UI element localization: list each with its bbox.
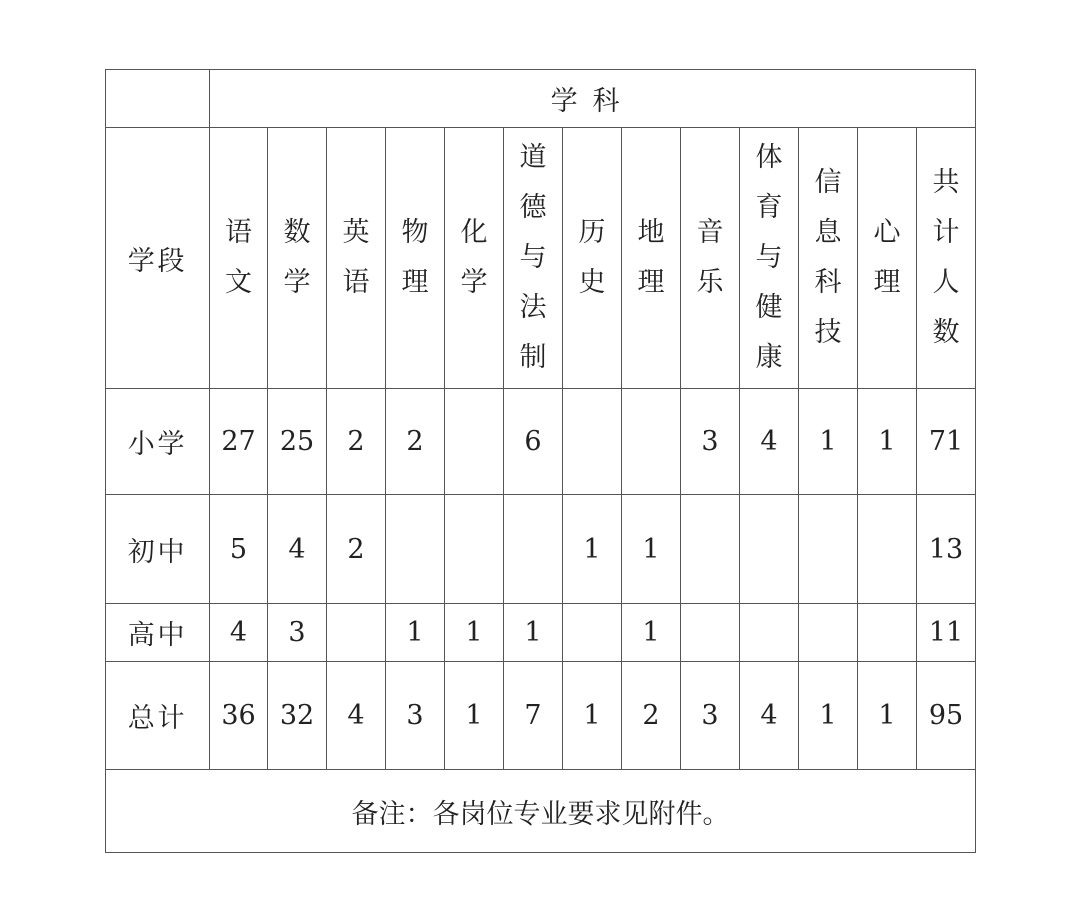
count-cell [563, 604, 622, 662]
subject-label: 英语 [342, 217, 370, 298]
subject-label: 音乐 [696, 217, 724, 298]
count-cell: 71 [917, 389, 976, 495]
subject-header-cell [799, 128, 858, 389]
table-row [106, 389, 976, 495]
subject-header-cell [268, 128, 327, 389]
subject-label: 语文 [224, 217, 252, 298]
count-cell: 1 [445, 662, 504, 770]
data-body [106, 389, 976, 770]
count-cell: 1 [622, 604, 681, 662]
table-row [106, 662, 976, 770]
count-cell: 25 [268, 389, 327, 495]
subject-label: 心理 [873, 217, 901, 298]
stage-label: 小学 [106, 389, 210, 495]
count-cell: 3 [681, 662, 740, 770]
count-cell: 1 [799, 662, 858, 770]
corner-cell [106, 70, 210, 128]
count-cell: 1 [799, 389, 858, 495]
count-cell: 4 [268, 495, 327, 604]
count-cell: 5 [210, 495, 268, 604]
subject-header-cell [681, 128, 740, 389]
count-cell [799, 495, 858, 604]
count-cell [386, 495, 445, 604]
subject-label: 物理 [401, 217, 429, 298]
count-cell [563, 389, 622, 495]
table-row [106, 604, 976, 662]
stage-label: 高中 [106, 604, 210, 662]
count-cell: 13 [917, 495, 976, 604]
count-cell: 1 [563, 495, 622, 604]
count-cell: 3 [268, 604, 327, 662]
count-cell [622, 389, 681, 495]
count-cell [445, 495, 504, 604]
subject-label: 地理 [637, 217, 665, 298]
stage-label: 总计 [106, 662, 210, 770]
stage-header: 学段 [106, 128, 210, 389]
subject-label: 共计人数 [932, 167, 960, 348]
count-cell: 2 [327, 389, 386, 495]
count-cell: 32 [268, 662, 327, 770]
count-cell: 2 [386, 389, 445, 495]
count-cell: 3 [681, 389, 740, 495]
count-cell: 3 [386, 662, 445, 770]
count-cell [327, 604, 386, 662]
count-cell [445, 389, 504, 495]
subject-header-cell [445, 128, 504, 389]
subject-header-cell [386, 128, 445, 389]
title-row [106, 70, 976, 128]
subject-label: 历史 [578, 217, 606, 298]
count-cell: 2 [622, 662, 681, 770]
count-cell: 1 [504, 604, 563, 662]
recruitment-table [105, 69, 976, 853]
count-cell: 4 [210, 604, 268, 662]
subject-label: 道德与法制 [519, 142, 547, 373]
subject-row [106, 128, 976, 389]
count-cell: 1 [858, 389, 917, 495]
count-cell: 1 [858, 662, 917, 770]
count-cell [740, 604, 799, 662]
count-cell: 4 [740, 662, 799, 770]
count-cell: 11 [917, 604, 976, 662]
subject-header-cell [622, 128, 681, 389]
table-row [106, 495, 976, 604]
count-cell: 6 [504, 389, 563, 495]
count-cell: 1 [445, 604, 504, 662]
count-cell [681, 604, 740, 662]
count-cell [858, 495, 917, 604]
note-text: 备注：各岗位专业要求见附件。 [106, 770, 976, 853]
count-cell [740, 495, 799, 604]
count-cell: 2 [327, 495, 386, 604]
subject-label: 体育与健康 [755, 142, 783, 373]
count-cell: 95 [917, 662, 976, 770]
subject-label: 化学 [460, 217, 488, 298]
subject-header-cell [917, 128, 976, 389]
count-cell: 36 [210, 662, 268, 770]
subject-header-cell [858, 128, 917, 389]
count-cell: 4 [327, 662, 386, 770]
count-cell [799, 604, 858, 662]
count-cell: 1 [622, 495, 681, 604]
count-cell: 7 [504, 662, 563, 770]
count-cell [681, 495, 740, 604]
subject-label: 信息科技 [814, 167, 842, 348]
count-cell: 4 [740, 389, 799, 495]
subject-header-cell [210, 128, 268, 389]
subject-header-cell [504, 128, 563, 389]
subject-header: 学科 [210, 70, 976, 128]
count-cell [504, 495, 563, 604]
subject-header-cell [327, 128, 386, 389]
subject-header-cell [563, 128, 622, 389]
count-cell: 1 [386, 604, 445, 662]
count-cell [858, 604, 917, 662]
count-cell: 27 [210, 389, 268, 495]
count-cell: 1 [563, 662, 622, 770]
note-row [106, 770, 976, 853]
subject-header-cell [740, 128, 799, 389]
stage-label: 初中 [106, 495, 210, 604]
subject-label: 数学 [283, 217, 311, 298]
